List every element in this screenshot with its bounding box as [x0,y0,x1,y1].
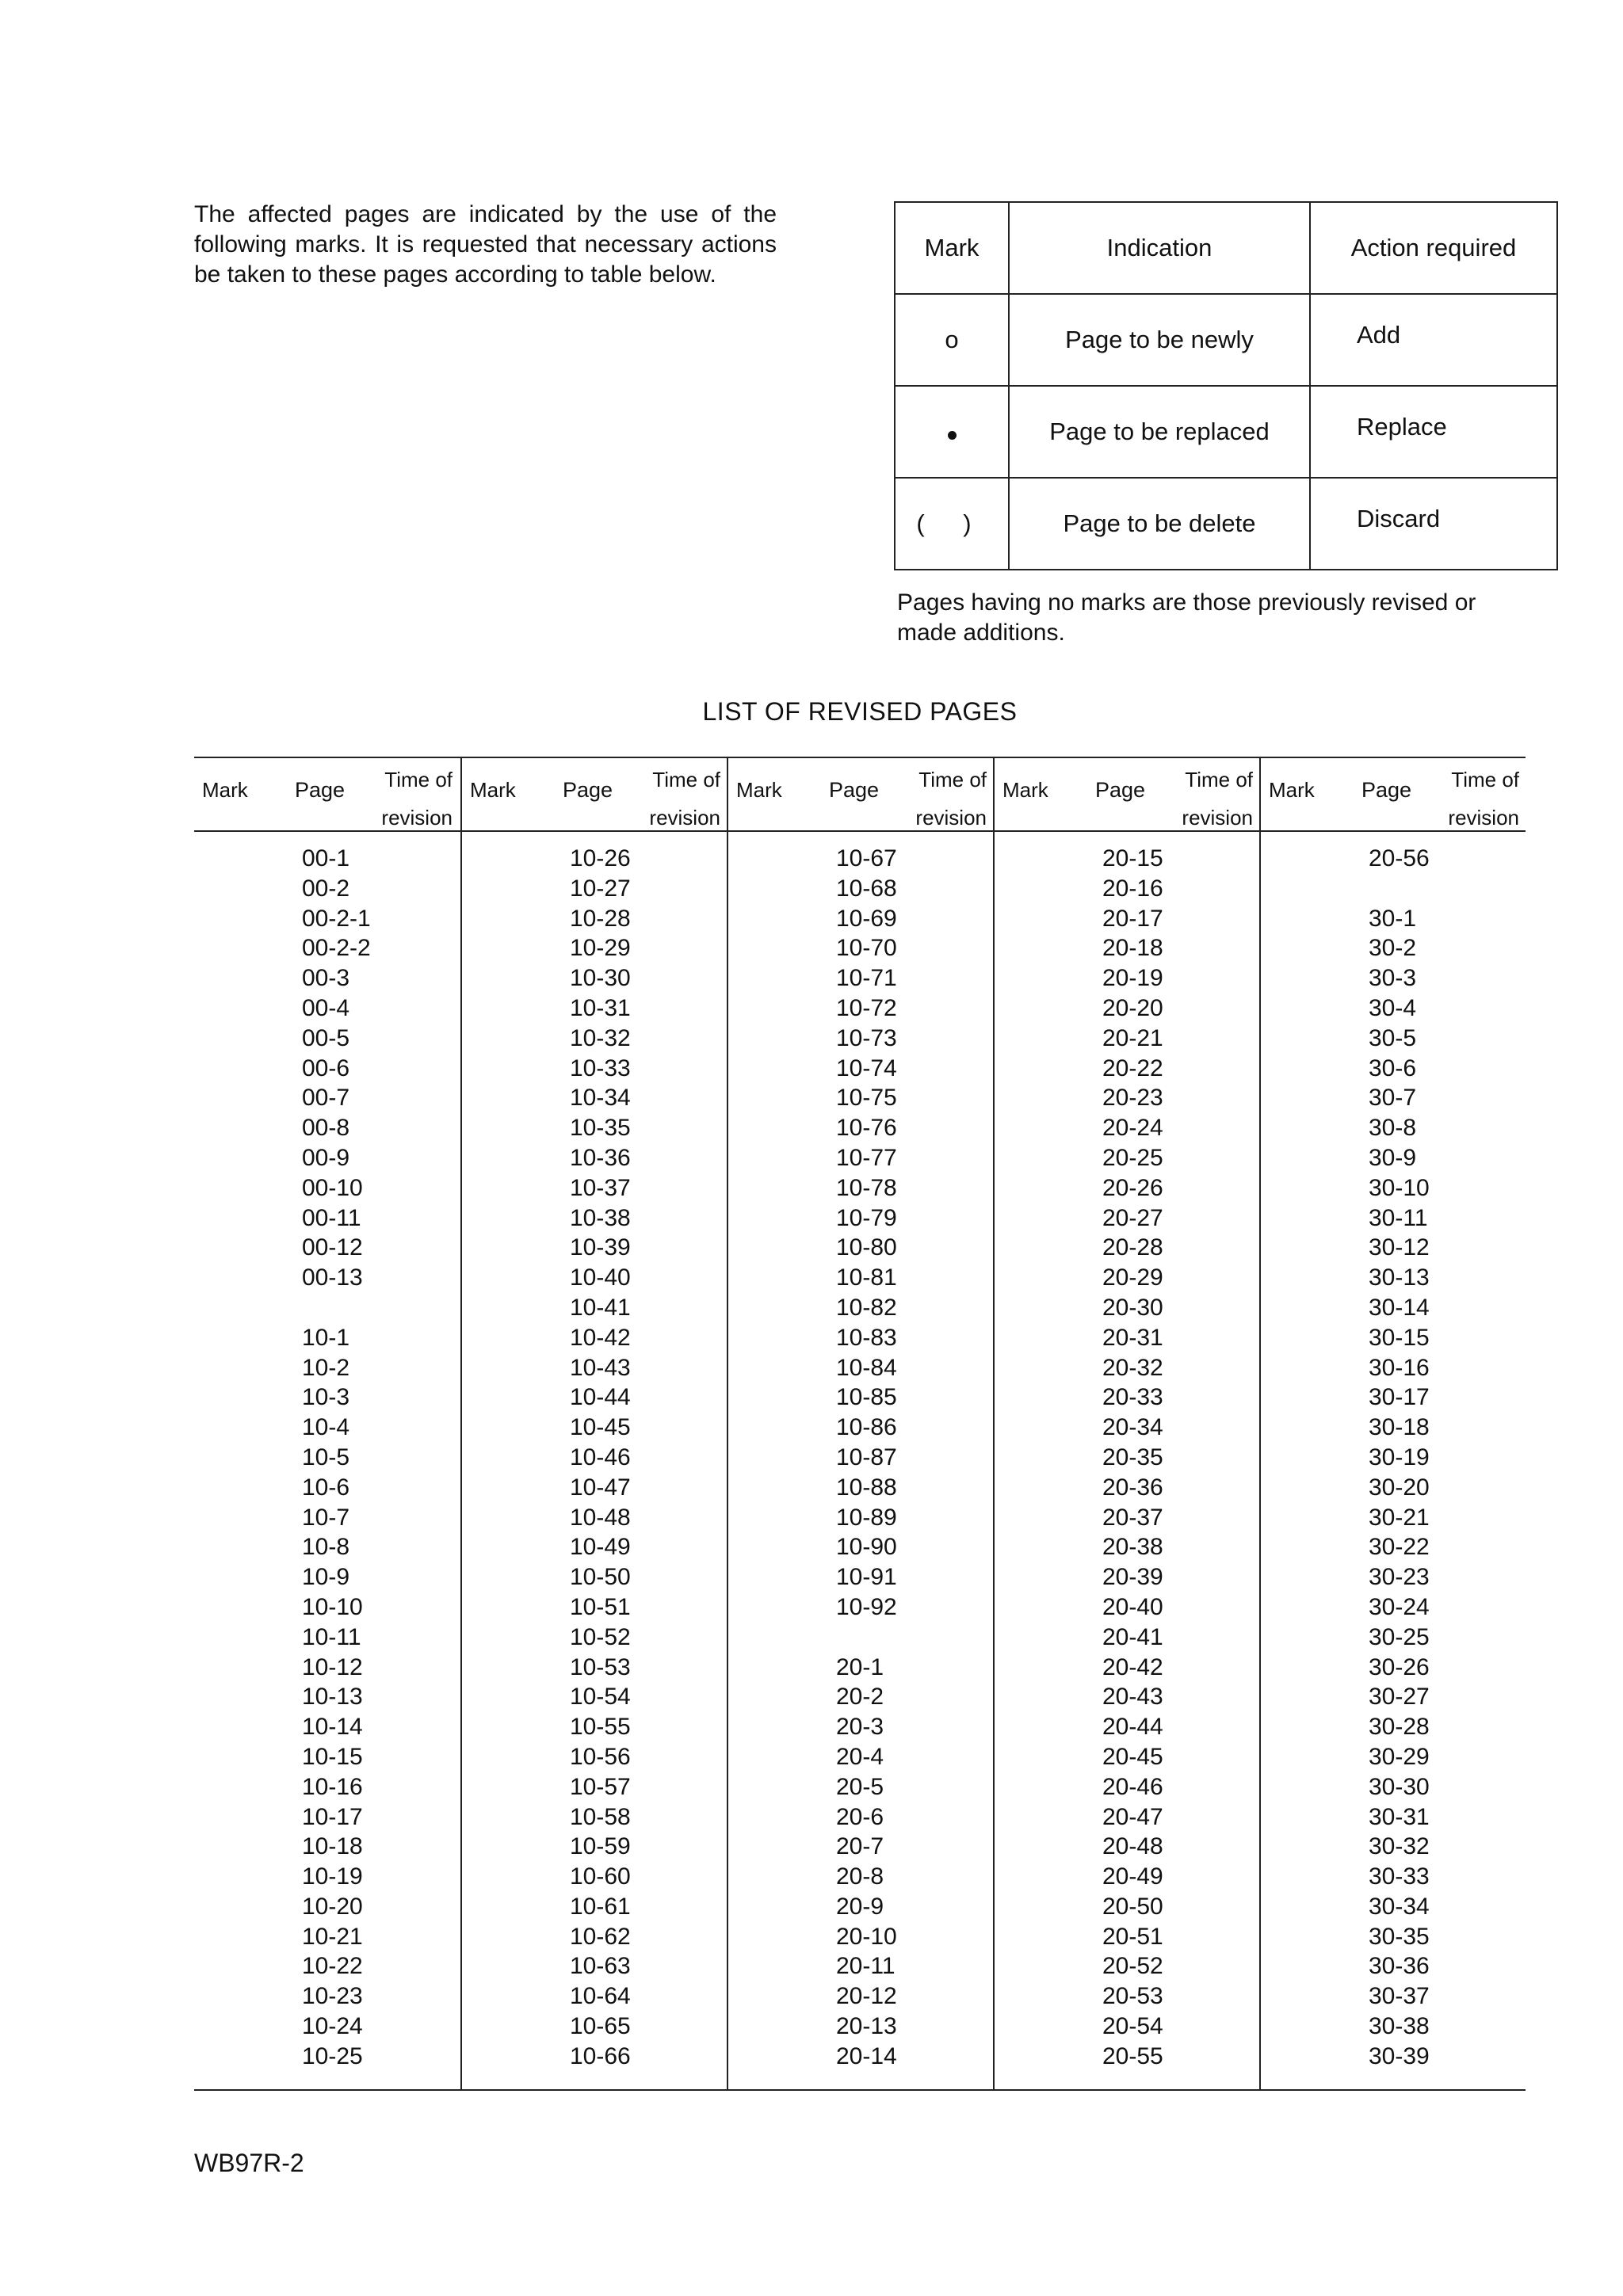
header-mark: Mark [1269,778,1315,802]
legend-mark-replace [895,386,1009,478]
header-time-line1: Time of [918,768,987,791]
page-entry: 20-20 [1102,994,1163,1021]
page-entry: 10-29 [570,935,631,962]
page-entry: 10-57 [570,1773,631,1800]
header-mark: Mark [736,778,782,802]
page-entry: 10-64 [570,1983,631,2010]
page-entry: 10-70 [836,935,897,962]
page-entry: 10-54 [570,1684,631,1711]
header-time-line1: Time of [652,768,720,791]
page-entry: 10-1 [302,1324,350,1351]
page-entry: 10-81 [836,1264,897,1291]
page-entry: 20-35 [1102,1444,1163,1470]
page-entry: 10-27 [570,875,631,902]
page-entry: 20-2 [836,1684,884,1711]
page-entry: 10-63 [570,1953,631,1980]
page-entry: 20-55 [1102,2042,1163,2069]
page-entry: 00-4 [302,994,350,1021]
page-entry: 00-5 [302,1024,350,1051]
page-entry: 10-88 [836,1474,897,1501]
page-entry: 10-40 [570,1264,631,1291]
page-entry: 20-8 [836,1863,884,1890]
page-entry: 10-15 [302,1743,363,1770]
page-entry: 10-33 [570,1055,631,1081]
page-entry: 20-44 [1102,1714,1163,1741]
page-list [836,844,897,2072]
page-entry: 20-28 [1102,1234,1163,1261]
page-entry: 30-6 [1369,1055,1417,1081]
page-entry: 10-44 [570,1384,631,1411]
legend-indication-replace: Page to be replaced [1009,386,1310,478]
page-entry: 20-12 [836,1983,897,2010]
page-entry: 30-12 [1369,1234,1430,1261]
page-entry: 10-71 [836,965,897,992]
page-entry: 00-11 [302,1204,361,1231]
legend-row-discard [895,478,1557,570]
page-entry: 20-30 [1102,1294,1163,1321]
page-entry: 20-21 [1102,1024,1163,1051]
page-entry: 00-12 [302,1234,363,1261]
page-entry: 10-45 [570,1414,631,1441]
page-entry: 10-87 [836,1444,897,1470]
page-entry: 10-77 [836,1144,897,1171]
page-entry: 20-33 [1102,1384,1163,1411]
page-entry: 00-7 [302,1085,350,1112]
page-entry: 10-72 [836,994,897,1021]
header-time-of-revision [1182,761,1253,837]
header-time-line2: revision [1448,806,1519,830]
page-entry: 30-34 [1369,1893,1430,1920]
page-entry: 10-59 [570,1833,631,1860]
page-entry: 30-19 [1369,1444,1430,1470]
page-entry: 20-45 [1102,1743,1163,1770]
page-entry: 20-23 [1102,1085,1163,1112]
page-entry: 10-12 [302,1653,363,1680]
page-entry: 20-49 [1102,1863,1163,1890]
page-entry: 20-22 [1102,1055,1163,1081]
legend-action-add: Add [1310,294,1557,386]
page-entry: 20-38 [1102,1534,1163,1561]
page-entry: 10-31 [570,994,631,1021]
page-entry: 10-24 [302,2013,363,2040]
page-entry: 20-9 [836,1893,884,1920]
page-entry [302,1293,371,1323]
page-entry: 30-18 [1369,1414,1430,1441]
header-mark: Mark [202,778,248,802]
page-entry: 10-74 [836,1055,897,1081]
page-entry: 10-66 [570,2042,631,2069]
page-entry: 10-92 [836,1593,897,1620]
page-entry: 00-1 [302,845,350,871]
page-entry: 10-9 [302,1564,350,1591]
page-entry: 30-27 [1369,1684,1430,1711]
page-entry: 00-8 [302,1115,350,1142]
page-entry: 10-11 [302,1623,361,1650]
page-entry: 00-2 [302,875,350,902]
legend-header-indication: Indication [1009,202,1310,294]
page-entry: 10-85 [836,1384,897,1411]
page-entry: 00-13 [302,1264,363,1291]
page-entry: 10-50 [570,1564,631,1591]
page-entry: 10-67 [836,845,897,871]
page-entry: 30-15 [1369,1324,1430,1351]
revised-pages-table [194,757,1526,2091]
page-entry: 10-68 [836,875,897,902]
page-entry: 30-36 [1369,1953,1430,1980]
page-entry: 10-35 [570,1115,631,1142]
page-entry: 30-5 [1369,1024,1417,1051]
page-entry: 30-23 [1369,1564,1430,1591]
page-entry: 20-25 [1102,1144,1163,1171]
page-entry: 30-21 [1369,1504,1430,1531]
page-entry: 10-42 [570,1324,631,1351]
header-mark: Mark [470,778,516,802]
page-entry: 20-54 [1102,2013,1163,2040]
page-entry: 10-78 [836,1174,897,1201]
page-entry: 10-20 [302,1893,363,1920]
page-entry: 30-31 [1369,1803,1430,1830]
page-entry: 30-10 [1369,1174,1430,1201]
page-entry: 10-55 [570,1714,631,1741]
page-entry: 30-37 [1369,1983,1430,2010]
page-entry: 20-18 [1102,935,1163,962]
page-entry: 20-5 [836,1773,884,1800]
header-time-line2: revision [1182,806,1253,830]
page-entry: 10-30 [570,965,631,992]
page-entry: 20-16 [1102,875,1163,902]
legend-action-discard: Discard [1310,478,1557,570]
page-entry: 20-15 [1102,845,1163,871]
page-entry: 20-19 [1102,965,1163,992]
list-title: LIST OF REVISED PAGES [702,697,1018,726]
page-list [570,844,631,2072]
page-entry: 20-24 [1102,1115,1163,1142]
page-entry: 00-2-2 [302,935,371,962]
page-entry: 00-9 [302,1144,350,1171]
page-entry: 10-69 [836,905,897,932]
page-entry: 10-79 [836,1204,897,1231]
page-entry: 30-35 [1369,1923,1430,1950]
page-entry: 10-23 [302,1983,363,2010]
page-entry: 20-1 [836,1653,884,1680]
page-entry: 30-32 [1369,1833,1430,1860]
header-time-line2: revision [915,806,987,830]
page-entry: 20-7 [836,1833,884,1860]
header-mark: Mark [1002,778,1048,802]
header-page: Page [563,778,613,802]
page-list [1369,844,1430,2072]
column-group-4 [993,758,1261,2089]
legend-header-mark: Mark [895,202,1009,294]
page-entry: 20-10 [836,1923,897,1950]
page-entry: 10-37 [570,1174,631,1201]
page-entry: 20-52 [1102,1953,1163,1980]
page-entry: 30-8 [1369,1115,1417,1142]
page-entry: 10-26 [570,845,631,871]
page-entry: 20-48 [1102,1833,1163,1860]
page-entry: 20-31 [1102,1324,1163,1351]
page-entry: 30-33 [1369,1863,1430,1890]
column-group-5 [1259,758,1527,2089]
page-entry: 10-58 [570,1803,631,1830]
legend-mark-delete: ( ) [895,478,1009,570]
page-entry: 30-30 [1369,1773,1430,1800]
legend-header-row [895,202,1557,294]
header-page: Page [295,778,346,802]
page-entry: 10-90 [836,1534,897,1561]
page-entry: 30-13 [1369,1264,1430,1291]
page-entry: 20-3 [836,1714,884,1741]
page-entry: 10-75 [836,1085,897,1112]
document-code: WB97R-2 [194,2149,304,2177]
page-entry: 30-28 [1369,1714,1430,1741]
page-entry: 10-19 [302,1863,363,1890]
page-entry: 30-2 [1369,935,1417,962]
page-entry: 10-61 [570,1893,631,1920]
page-entry: 20-56 [1369,845,1430,871]
page-entry: 20-17 [1102,905,1163,932]
page-entry: 10-2 [302,1354,350,1381]
page-entry: 30-22 [1369,1534,1430,1561]
page-entry: 30-20 [1369,1474,1430,1501]
page-entry: 10-47 [570,1474,631,1501]
intro-paragraph: The affected pages are indicated by the use of the following marks. It is requested that necessary actions be taken to these pages according to table below. [194,201,777,288]
page-entry: 30-38 [1369,2013,1430,2040]
page-entry: 10-25 [302,2042,363,2069]
column-group-3 [727,758,995,2089]
page-entry: 10-14 [302,1714,363,1741]
column-group-1 [194,758,460,2089]
page-entry: 20-46 [1102,1773,1163,1800]
page-entry: 10-83 [836,1324,897,1351]
page-entry: 10-21 [302,1923,363,1950]
legend-row-replace [895,386,1557,478]
page-list [1102,844,1163,2072]
page-entry: 30-7 [1369,1085,1417,1112]
page-entry: 20-50 [1102,1893,1163,1920]
page-entry: 10-17 [302,1803,363,1830]
page-entry: 10-46 [570,1444,631,1470]
page-entry: 20-42 [1102,1653,1163,1680]
page-entry: 10-82 [836,1294,897,1321]
page-entry [1369,874,1430,904]
page-entry: 10-4 [302,1414,350,1441]
page-entry: 10-32 [570,1024,631,1051]
page-entry: 10-48 [570,1504,631,1531]
page-entry: 10-41 [570,1294,631,1321]
legend-indication-delete: Page to be delete [1009,478,1310,570]
legend-action-replace: Replace [1310,386,1557,478]
page-entry: 20-39 [1102,1564,1163,1591]
page-entry: 10-39 [570,1234,631,1261]
page-entry: 20-4 [836,1743,884,1770]
page-entry: 00-6 [302,1055,350,1081]
page-entry: 10-16 [302,1773,363,1800]
page-entry: 10-51 [570,1593,631,1620]
page-entry: 30-24 [1369,1593,1430,1620]
page-entry: 10-73 [836,1024,897,1051]
page-entry: 20-43 [1102,1684,1163,1711]
header-time-line1: Time of [1185,768,1253,791]
page-entry: 20-47 [1102,1803,1163,1830]
page-entry: 10-10 [302,1593,363,1620]
page-entry: 10-43 [570,1354,631,1381]
page-entry: 10-28 [570,905,631,932]
page-entry: 10-49 [570,1534,631,1561]
page-entry: 30-25 [1369,1623,1430,1650]
page-entry: 10-80 [836,1234,897,1261]
header-time-line1: Time of [384,768,453,791]
legend-header-action: Action required [1310,202,1557,294]
page-entry: 10-34 [570,1085,631,1112]
page-entry: 20-26 [1102,1174,1163,1201]
page-entry: 20-41 [1102,1623,1163,1650]
page-entry: 10-52 [570,1623,631,1650]
header-page: Page [829,778,880,802]
page-entry: 20-27 [1102,1204,1163,1231]
page-entry: 10-3 [302,1384,350,1411]
page-entry: 20-36 [1102,1474,1163,1501]
page-entry: 20-11 [836,1953,896,1980]
page-entry: 30-1 [1369,905,1417,932]
page-entry: 00-10 [302,1174,363,1201]
header-time-line1: Time of [1451,768,1519,791]
page-entry: 30-29 [1369,1743,1430,1770]
page-entry: 30-17 [1369,1384,1430,1411]
mark-legend-table [894,201,1558,570]
header-page: Page [1095,778,1146,802]
page-entry: 10-60 [570,1863,631,1890]
page-entry: 10-76 [836,1115,897,1142]
page-entry: 20-13 [836,2013,897,2040]
page-entry: 20-37 [1102,1504,1163,1531]
page-entry: 10-56 [570,1743,631,1770]
page-entry: 20-40 [1102,1593,1163,1620]
legend-indication-new: Page to be newly [1009,294,1310,386]
header-time-of-revision [1448,761,1519,837]
page-entry: 10-7 [302,1504,350,1531]
page-entry: 30-14 [1369,1294,1430,1321]
page-entry: 30-26 [1369,1653,1430,1680]
page-entry: 20-53 [1102,1983,1163,2010]
page-entry: 10-53 [570,1653,631,1680]
header-page: Page [1361,778,1412,802]
header-time-line2: revision [381,806,453,830]
page-entry: 10-36 [570,1144,631,1171]
page-entry: 10-6 [302,1474,350,1501]
page-entry: 10-65 [570,2013,631,2040]
legend-note: Pages having no marks are those previously revised or made additions. [897,589,1476,646]
header-time-of-revision [915,761,987,837]
page-entry: 00-3 [302,965,350,992]
page-entry: 10-91 [836,1564,897,1591]
page-list [302,844,371,2072]
bullet-mark-icon [948,431,957,440]
page-entry: 10-18 [302,1833,363,1860]
page-entry: 20-6 [836,1803,884,1830]
page-entry: 30-39 [1369,2042,1430,2069]
page-entry: 10-5 [302,1444,350,1470]
header-time-of-revision [649,761,720,837]
page-entry: 10-38 [570,1204,631,1231]
page-entry: 20-32 [1102,1354,1163,1381]
page-entry: 10-22 [302,1953,363,1980]
page-entry: 10-89 [836,1504,897,1531]
header-time-line2: revision [649,806,720,830]
page-entry: 10-62 [570,1923,631,1950]
page-entry [836,1623,897,1653]
page-entry: 30-11 [1369,1204,1428,1231]
page-entry: 10-84 [836,1354,897,1381]
page-entry: 00-2-1 [302,905,371,932]
page-entry: 10-86 [836,1414,897,1441]
page-entry: 10-8 [302,1534,350,1561]
column-group-2 [460,758,728,2089]
page-entry: 20-29 [1102,1264,1163,1291]
page-entry: 30-3 [1369,965,1417,992]
page-entry: 20-51 [1102,1923,1163,1950]
page-entry: 30-9 [1369,1144,1417,1171]
legend-row-add [895,294,1557,386]
page-entry: 30-16 [1369,1354,1430,1381]
page-entry: 10-13 [302,1684,363,1711]
page-entry: 30-4 [1369,994,1417,1021]
header-time-of-revision [381,761,453,837]
legend-mark-new: o [895,294,1009,386]
page-entry: 20-34 [1102,1414,1163,1441]
page-entry: 20-14 [836,2042,897,2069]
